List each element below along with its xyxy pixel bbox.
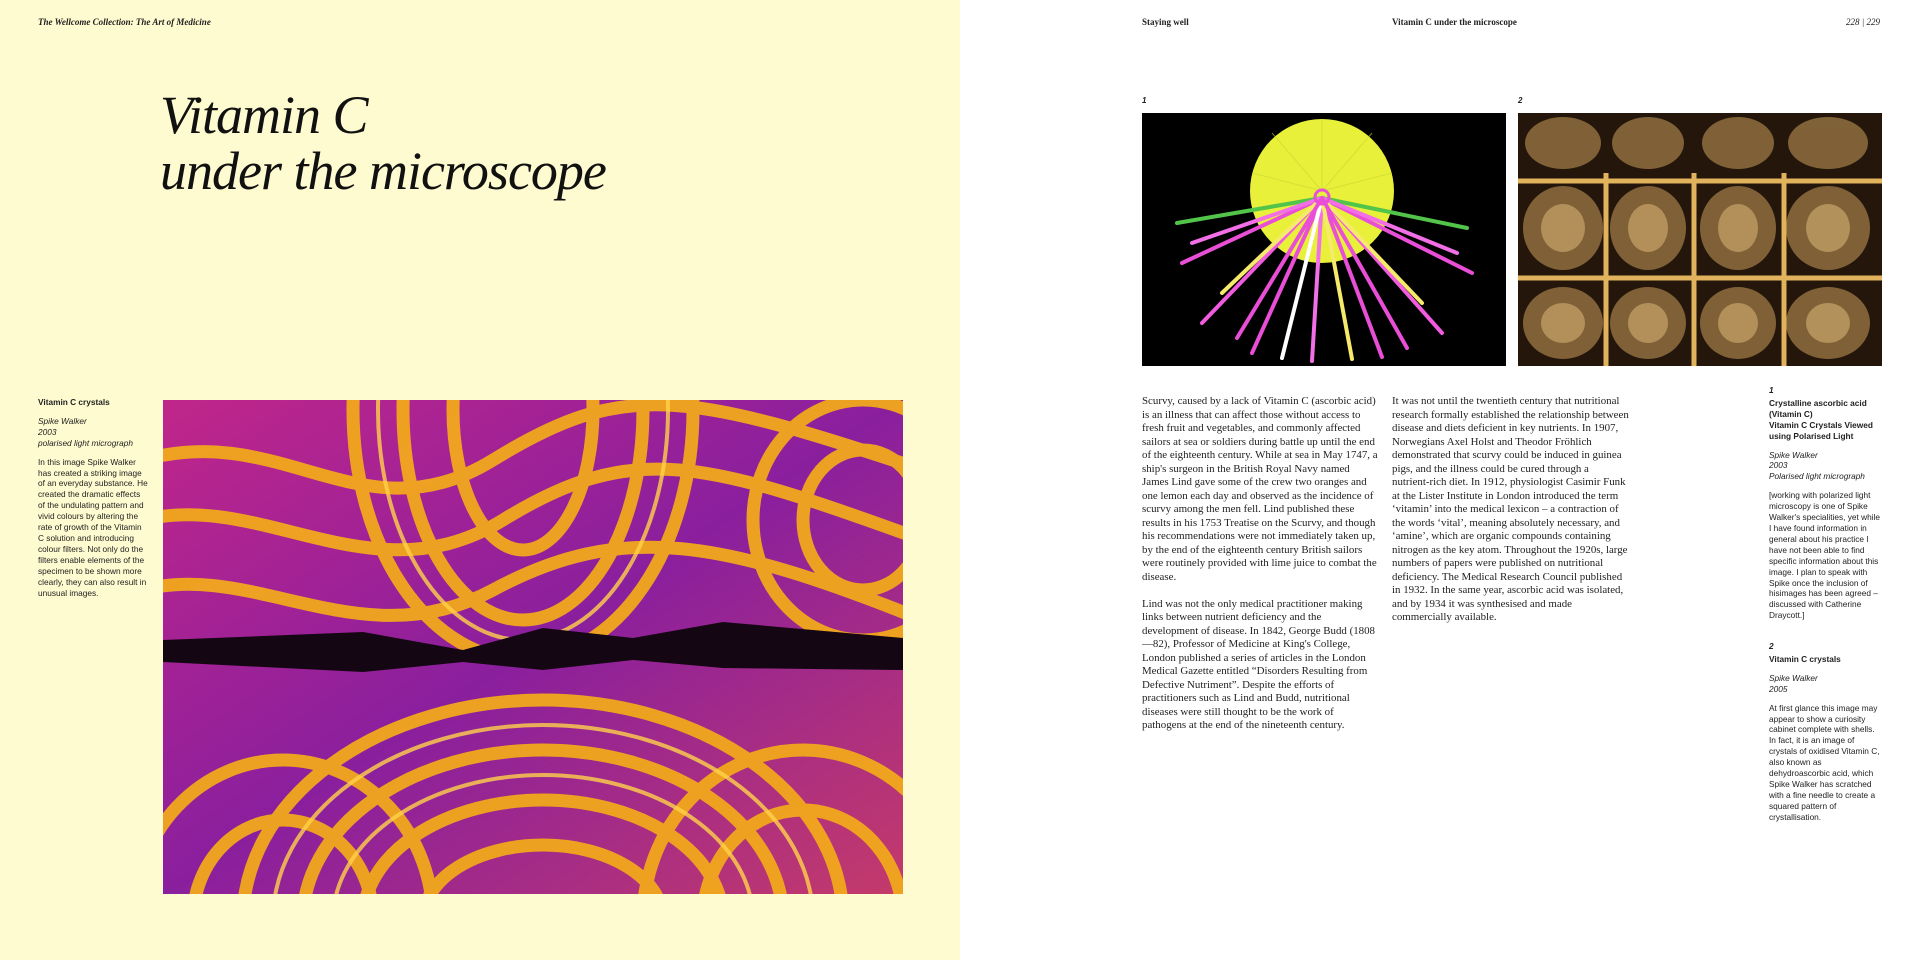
- running-head-section: Staying well: [1142, 17, 1189, 27]
- body-text-column-1: [1142, 395, 1379, 746]
- caption-heading-line: Vitamin C Crystals Viewed: [1769, 419, 1873, 430]
- running-head-book-title: The Wellcome Collection: The Art of Medicine: [38, 17, 211, 27]
- figure-number-1: 1: [1142, 96, 1147, 105]
- running-head-chapter: Vitamin C under the microscope: [1392, 17, 1517, 27]
- caption-heading-line: (Vitamin C): [1769, 408, 1813, 419]
- caption-heading-line: using Polarised Light: [1769, 430, 1854, 441]
- figure-1-caption: [1769, 385, 1881, 621]
- body-paragraph: Lind was not the only medical practitioner making links between nutrient deficiency and the development of disease. In 1842, George Budd (1808—82), Professor of Medicine at King's College, London published a series of articles in the London Medical Gazette entitled “Disorders Resulting from Defective Nutriment”. Despite the efforts of practitioners such as Lind and Budd, nutritional diseases were still thought to be the work of pathogens at the end of the nineteenth century.: [1142, 597, 1375, 731]
- caption-heading: Vitamin C crystals: [1769, 653, 1841, 664]
- vitamin-c-micrograph-main: [163, 400, 903, 894]
- caption-text: In this image Spike Walker has created a striking image of an everyday substance. He created the dramatic effects of the undulating pattern and vivid colours by altering the rate of growth of the Vitamin C solution and introducing colour filters. Not only do the filters enable elements of the specimen to be shown more clearly, they can also result in unusual images.: [38, 456, 148, 598]
- body-paragraph: It was not until the twentieth century that nutritional research formally established the relationship between disease and diets deficient in key nutrients. In 1907, Norwegians Axel Holst and Theodor Fröhlich demonstrated that scurvy could be induced in guinea pigs, and the illness could be cured through a nutrient-rich diet. In 1912, physiologist Casimir Funk at the Lister Institute in London introduced the term ‘vitamin’ into the medical lexicon – a contraction of the words ‘vital’, meaning absolutely necessary, and ‘amine’, which are organic compounds containing nitrogen as the key atom. Throughout the 1920s, large numbers of papers were published on nutritional deficiency. The Medical Research Council published in 1932. In the same year, ascorbic acid was isolated, and by 1934 it was synthesised and made commercially available.: [1392, 395, 1629, 623]
- caption-text: [working with polarized light microscopy is one of Spike Walker's specialities, yet while I have found information in general about his practice I have not been able to find specific information about this image. I plan to speak with Spike once the inclusion of hisimages has been agreed – discussed with Catherine Draycott.]: [1769, 490, 1881, 621]
- main-image-caption: [38, 397, 148, 598]
- caption-artist: Spike Walker: [1769, 672, 1818, 683]
- right-page: [960, 0, 1920, 960]
- caption-artist: Spike Walker: [1769, 449, 1818, 460]
- caption-number: 2: [1769, 641, 1774, 651]
- vitamin-c-radial-crystal-image: [1142, 113, 1506, 366]
- caption-artist: Spike Walker: [38, 415, 87, 426]
- vitamin-c-shell-crystal-image: [1518, 113, 1882, 366]
- page-title-line-1: Vitamin C: [160, 85, 368, 145]
- caption-heading: Vitamin C crystals: [38, 397, 110, 407]
- caption-medium: Polarised light micrograph: [1769, 471, 1865, 482]
- caption-heading-line: Crystalline ascorbic acid: [1769, 397, 1867, 408]
- caption-medium: polarised light micrograph: [38, 437, 134, 448]
- figure-number-2: 2: [1518, 96, 1523, 105]
- caption-text: At first glance this image may appear to show a curiosity cabinet complete with shells. In fact, it is an image of crystals of oxidised Vitamin C, also known as dehydroascorbic acid, which Spike Walker has scratched with a fine needle to create a squared pattern of crystallisation.: [1769, 702, 1880, 822]
- caption-year: 2003: [38, 426, 57, 437]
- caption-year: 2005: [1769, 683, 1788, 694]
- page-numbers: 228 | 229: [1846, 17, 1880, 27]
- figure-2-caption: [1769, 641, 1881, 823]
- caption-number: 1: [1769, 385, 1774, 395]
- page-title-line-2: under the microscope: [160, 141, 606, 201]
- body-text-column-2: [1392, 395, 1629, 638]
- caption-year: 2003: [1769, 460, 1788, 471]
- body-paragraph: Scurvy, caused by a lack of Vitamin C (ascorbic acid) is an illness that can affect those without access to fresh fruit and vegetables, and commonly affected sailors at sea or soldiers during battle up until the end of the eighteenth century. While at sea in May 1747, a ship's surgeon in the British Royal Navy named James Lind gave some of the crew two oranges and one lemon each day and observed as the incidence of scurvy among the men fell. Lind published these results in his 1753 Treatise on the Scurvy, and though his recommendations were not immediately taken up, by the end of the eighteenth century British sailors were routinely provided with lime juice to combat the disease.: [1142, 395, 1378, 583]
